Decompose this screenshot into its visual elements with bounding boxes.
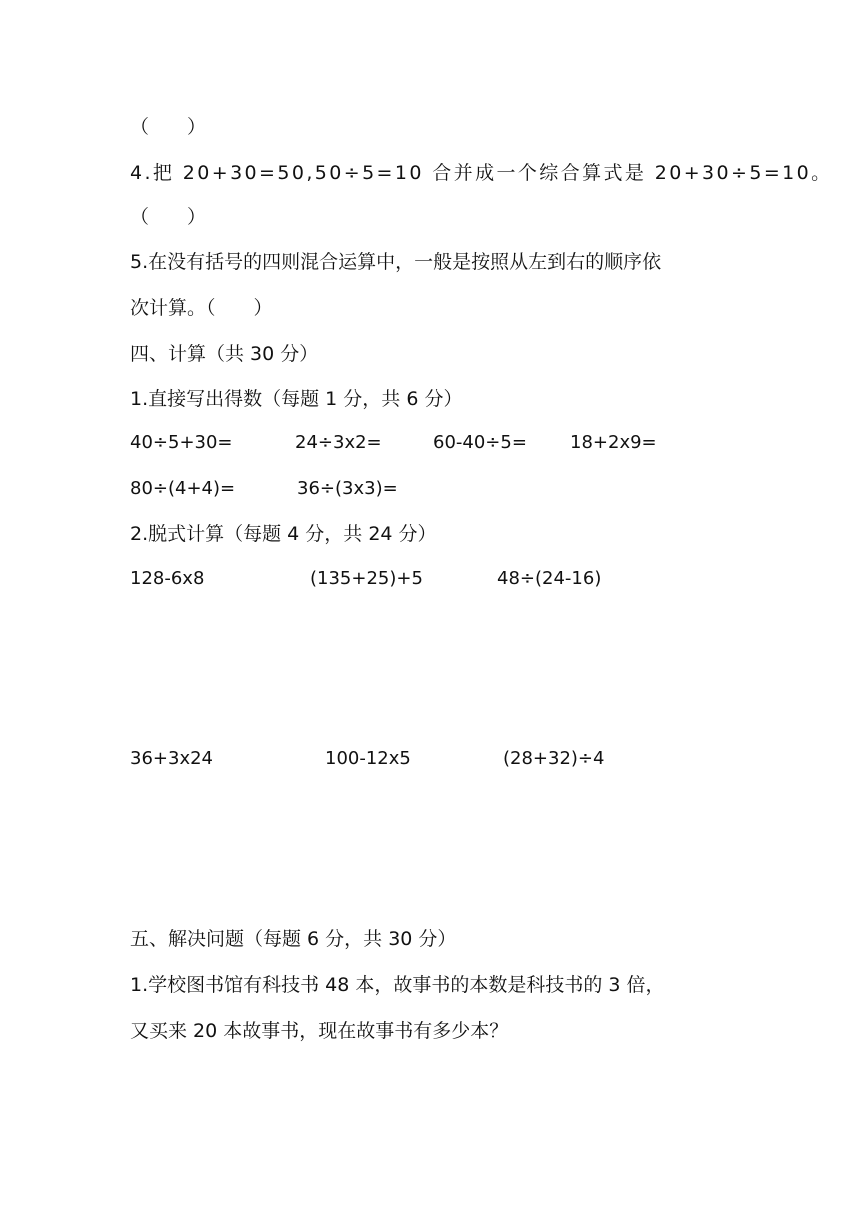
direct-calc-item: 18+2x9= bbox=[570, 432, 657, 453]
section-5-q1-line-1: 1.学校图书馆有科技书 48 本，故事书的本数是科技书的 3 倍， bbox=[130, 974, 665, 996]
section-5-q1-line-2: 又买来 20 本故事书，现在故事书有多少本？ bbox=[130, 1020, 509, 1042]
direct-calc-item: 40÷5+30= bbox=[130, 432, 233, 453]
answer-blank: （ ） bbox=[130, 116, 207, 138]
direct-calc-item: 24÷3x2= bbox=[295, 432, 382, 453]
section-4-q2-title: 2.脱式计算（每题 4 分，共 24 分） bbox=[130, 523, 437, 545]
step-calc-item: 100-12x5 bbox=[325, 748, 411, 769]
step-calc-item: (28+32)÷4 bbox=[503, 748, 605, 769]
step-calc-item: 36+3x24 bbox=[130, 748, 213, 769]
question-5-line-2: 次计算。（ ） bbox=[130, 297, 273, 319]
step-calc-item: 128-6x8 bbox=[130, 568, 205, 589]
section-4-title: 四、计算（共 30 分） bbox=[130, 343, 319, 365]
direct-calc-item: 80÷(4+4)= bbox=[130, 478, 236, 499]
direct-calc-item: 60-40÷5= bbox=[433, 432, 527, 453]
step-calc-item: (135+25)+5 bbox=[310, 568, 423, 589]
question-5-line-1: 5.在没有括号的四则混合运算中，一般是按照从左到右的顺序依 bbox=[130, 251, 662, 273]
section-5-title: 五、解决问题（每题 6 分，共 30 分） bbox=[130, 928, 457, 950]
step-calc-item: 48÷(24-16) bbox=[497, 568, 602, 589]
section-4-q1-title: 1.直接写出得数（每题 1 分，共 6 分） bbox=[130, 388, 463, 410]
question-4: 4.把 20+30=50,50÷5=10 合并成一个综合算式是 20+30÷5=10。 bbox=[130, 162, 833, 184]
answer-blank: （ ） bbox=[130, 206, 207, 228]
direct-calc-item: 36÷(3x3)= bbox=[297, 478, 398, 499]
